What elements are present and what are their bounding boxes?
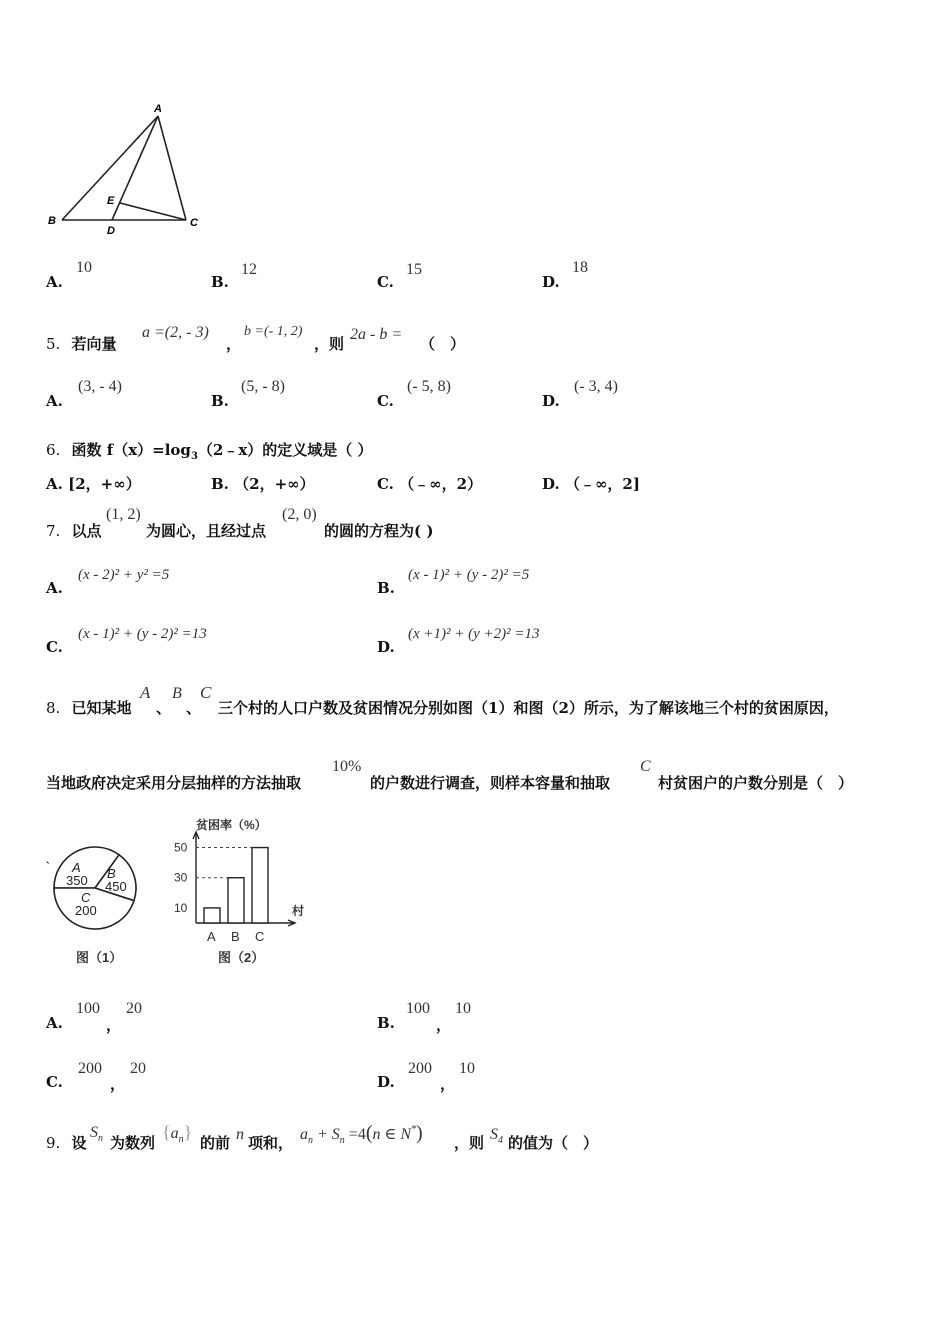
bar-xtick-label: B xyxy=(231,929,240,944)
q4-option-b-value: 12 xyxy=(241,261,257,278)
s4-subscript: 4 xyxy=(498,1135,503,1146)
pie-label-a: A xyxy=(72,860,81,875)
bar-xtick-label: A xyxy=(207,929,216,944)
q7-option-a-value: (x - 2)² + y² =5 xyxy=(78,567,170,583)
q8-line2-a: 当地政府决定采用分层抽样的方法抽取 xyxy=(46,774,302,792)
bar-ytick-label: 50 xyxy=(174,840,188,855)
q4-option-a-value: 10 xyxy=(76,259,92,276)
pie-chart xyxy=(44,834,144,974)
q6-option-b[interactable] xyxy=(211,473,315,494)
q9-stem-f: 的值为（ ） xyxy=(508,1134,599,1152)
q9-sn xyxy=(90,1124,103,1144)
question-number: 5. xyxy=(46,335,61,353)
q8-village-c: C xyxy=(200,683,212,702)
option-letter: D. xyxy=(377,1073,395,1091)
q8-option-b[interactable] xyxy=(377,1014,395,1032)
q8-village-b: B xyxy=(172,685,182,702)
q8-option-a-v1: 100 xyxy=(76,1000,100,1017)
pie-value-b: 450 xyxy=(105,879,127,894)
option-letter: C. xyxy=(377,273,394,291)
option-letter: B. xyxy=(211,475,229,493)
q5-option-c[interactable] xyxy=(377,392,394,410)
q8-line2-c: 村贫困户的户数分别是（ ） xyxy=(658,774,854,792)
q8-option-a-sep: ， xyxy=(106,1016,122,1034)
q5-stem-c: （ ） xyxy=(420,335,466,353)
stem-text: 已知某地 xyxy=(71,699,132,717)
option-letter: C. xyxy=(46,1073,63,1091)
option-value: （2，+∞） xyxy=(234,475,315,493)
q8-stem xyxy=(46,697,132,718)
formula-b: + S xyxy=(317,1126,340,1143)
q7-option-c[interactable] xyxy=(46,638,63,656)
option-value: [2，+∞） xyxy=(68,475,141,493)
q5-option-d-value: (- 3, 4) xyxy=(574,378,618,395)
q7-option-b[interactable] xyxy=(377,579,395,597)
option-value: （﹣∞，2] xyxy=(564,475,640,493)
formula-c: =4 xyxy=(348,1126,366,1143)
bar-caption: 图（2） xyxy=(218,950,265,965)
option-letter: A. xyxy=(46,1014,63,1032)
bar-chart xyxy=(166,812,316,972)
q8-option-c[interactable] xyxy=(46,1073,63,1091)
pie-label-b: B xyxy=(107,866,116,881)
label-b: B xyxy=(48,215,56,227)
bar-c xyxy=(252,848,268,923)
an-symbol: a xyxy=(170,1125,179,1142)
edge-ac xyxy=(158,116,186,220)
q5-separator: ， xyxy=(226,335,242,353)
q6-option-c[interactable] xyxy=(377,473,482,494)
q8-option-a-v2: 20 xyxy=(126,1000,142,1017)
sn-subscript: n xyxy=(98,1133,103,1144)
q8-village-a: A xyxy=(140,683,151,702)
q4-option-d[interactable] xyxy=(542,273,560,291)
q5-option-a-value: (3, - 4) xyxy=(78,378,122,395)
q9-stem-c: 的前 xyxy=(200,1134,231,1152)
q8-option-d-sep: ， xyxy=(440,1075,456,1093)
q5-option-a[interactable] xyxy=(46,392,63,410)
an-subscript: n xyxy=(178,1134,184,1145)
segment-ad xyxy=(112,116,158,220)
q5-stem xyxy=(46,333,117,354)
option-letter: A. xyxy=(46,579,63,597)
condition-superscript: * xyxy=(411,1124,417,1135)
q7-stem-b: 为圆心，且经过点 xyxy=(146,522,267,540)
q7-stem-c: 的圆的方程为( ) xyxy=(324,522,434,540)
option-letter: B. xyxy=(211,273,229,291)
q5-stem-b: ，则 xyxy=(314,335,345,353)
s4-symbol: S xyxy=(490,1126,498,1143)
label-d: D xyxy=(107,225,115,237)
q5-option-b-value: (5, - 8) xyxy=(241,378,285,395)
option-letter: D. xyxy=(542,392,560,410)
bar-marks xyxy=(174,832,295,944)
q8-stem-b: 三个村的人口户数及贫困情况分别如图（1）和图（2）所示，为了解该地三个村的贫困原因， xyxy=(218,699,839,717)
q8-option-d-v1: 200 xyxy=(408,1060,432,1077)
bar-ytick-label: 30 xyxy=(174,870,188,885)
label-c: C xyxy=(190,217,198,229)
option-letter: C. xyxy=(377,392,394,410)
q5-option-d[interactable] xyxy=(542,392,560,410)
formula-a-subscript: n xyxy=(308,1135,313,1146)
q8-option-a[interactable] xyxy=(46,1014,63,1032)
option-letter: B. xyxy=(211,392,229,410)
option-letter: B. xyxy=(377,579,395,597)
pie-value-c: 200 xyxy=(75,903,97,918)
q9-stem-b: 为数列 xyxy=(110,1134,156,1152)
condition: n ∈ N xyxy=(372,1126,412,1143)
q8-option-c-sep: ， xyxy=(110,1075,126,1093)
q9-stem-d: 项和， xyxy=(248,1134,294,1152)
label-a: A xyxy=(154,103,162,115)
option-letter: D. xyxy=(542,475,560,493)
question-number: 7. xyxy=(46,522,61,540)
option-letter: A. xyxy=(46,475,63,493)
option-letter: C. xyxy=(377,475,394,493)
q8-option-b-sep: ， xyxy=(436,1016,452,1034)
q9-n: n xyxy=(236,1126,244,1143)
triangle-figure xyxy=(40,100,210,240)
q6-stem xyxy=(46,439,373,462)
q9-formula: $a_n + S_n =4(n$ ∈ N*) xyxy=(300,1122,423,1146)
q9-stem-e: ，则 xyxy=(454,1134,485,1152)
option-value: （﹣∞，2） xyxy=(399,475,483,493)
question-number: 8. xyxy=(46,699,61,717)
pie-slices xyxy=(54,847,136,929)
bar-xlabel: 村 xyxy=(292,904,305,918)
q4-option-c[interactable] xyxy=(377,273,394,291)
q8-option-b-v2: 10 xyxy=(455,1000,471,1017)
q8-percent: 10% xyxy=(332,758,362,775)
q8-option-c-v1: 200 xyxy=(78,1060,102,1077)
option-letter: C. xyxy=(46,638,63,656)
q7-option-d[interactable] xyxy=(377,638,395,656)
pie-label-c: C xyxy=(81,890,91,905)
q7-option-c-value: (x - 1)² + (y - 2)² =13 xyxy=(78,626,207,642)
q8-option-d[interactable] xyxy=(377,1073,395,1091)
bar-a xyxy=(204,908,220,923)
q8-village-c-2: C xyxy=(640,758,651,775)
option-letter: A. xyxy=(46,392,63,410)
q8-option-c-v2: 20 xyxy=(130,1060,146,1077)
q5-vector-a: a =(2, - 3) xyxy=(142,324,209,341)
option-letter: B. xyxy=(377,1014,395,1032)
pie-caption: 图（1） xyxy=(76,950,123,965)
q5-expression: 2a - b = xyxy=(350,326,403,343)
q5-option-b[interactable] xyxy=(211,392,229,410)
q8-line2-b: 的户数进行调查，则样本容量和抽取 xyxy=(370,774,611,792)
stem-text: 设 xyxy=(71,1134,87,1152)
q5-option-c-value: (- 5, 8) xyxy=(407,378,451,395)
label-e: E xyxy=(107,195,115,207)
formula-a: a xyxy=(300,1126,308,1143)
q6-option-a[interactable] xyxy=(46,473,141,494)
q7-option-b-value: (x - 1)² + (y - 2)² =5 xyxy=(408,567,530,583)
q8-option-b-v1: 100 xyxy=(406,1000,430,1017)
q6-option-d[interactable] xyxy=(542,473,640,494)
q9-stem xyxy=(46,1132,87,1153)
stem-text: 以点 xyxy=(71,522,102,540)
option-letter: A. xyxy=(46,273,63,291)
stem-text-b: （2﹣x）的定义域是（ ） xyxy=(197,441,373,459)
bar-ylabel: 贫困率（%） xyxy=(196,818,267,832)
q7-center-point: (1, 2) xyxy=(106,506,141,523)
pie-tick-mark: ` xyxy=(46,861,50,873)
question-number: 6. xyxy=(46,441,61,459)
q5-vector-b: b =(- 1, 2) xyxy=(244,324,303,339)
q8-sep-1: 、 xyxy=(156,699,172,717)
q7-option-d-value: (x +1)² + (y +2)² =13 xyxy=(408,626,540,642)
q7-stem xyxy=(46,520,102,541)
sn-symbol: S xyxy=(90,1124,98,1141)
q8-option-d-v2: 10 xyxy=(459,1060,475,1077)
q4-option-d-value: 18 xyxy=(572,259,588,276)
segment-ec xyxy=(120,203,186,220)
q7-option-a[interactable] xyxy=(46,579,63,597)
log-base: 3 xyxy=(190,451,198,462)
formula-b-subscript: n xyxy=(339,1135,345,1146)
question-number: 9. xyxy=(46,1134,61,1152)
option-letter: D. xyxy=(377,638,395,656)
option-letter: D. xyxy=(542,273,560,291)
q9-s4 xyxy=(490,1126,503,1146)
q8-sep-2: 、 xyxy=(186,699,202,717)
stem-text: 若向量 xyxy=(71,335,117,353)
q4-option-c-value: 15 xyxy=(406,261,422,278)
stem-text: 函数 f（x）=log xyxy=(71,441,191,459)
bar-b xyxy=(228,878,244,923)
q9-sequence: $\{a_n\}$ xyxy=(162,1122,193,1145)
q4-option-a[interactable] xyxy=(46,273,63,291)
q4-option-b[interactable] xyxy=(211,273,229,291)
pie-value-a: 350 xyxy=(66,873,88,888)
q7-through-point: (2, 0) xyxy=(282,506,317,523)
bar-ytick-label: 10 xyxy=(174,900,188,915)
bar-xtick-label: C xyxy=(255,929,265,944)
